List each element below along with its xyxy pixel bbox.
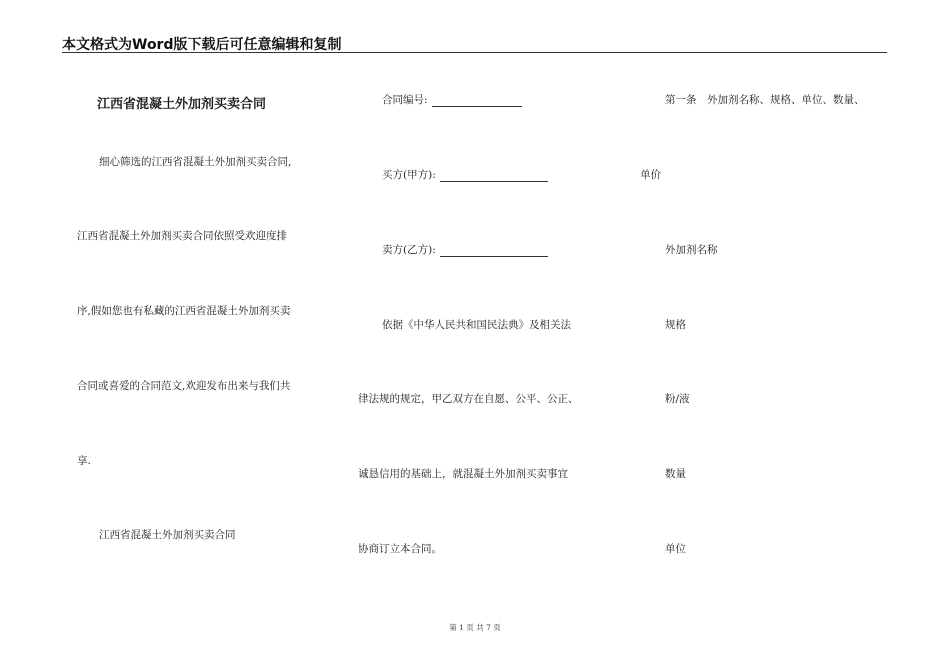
seller-label: 卖方(乙方): — [382, 244, 436, 256]
contract-title: 江西省混凝土外加剂买卖合同 — [97, 97, 267, 112]
section-title: 江西省混凝土外加剂买卖合同 — [99, 529, 236, 541]
intro-line-1: 细心筛选的江西省混凝土外加剂买卖合同, — [99, 156, 292, 168]
contract-number-field — [382, 93, 522, 107]
article-1-heading: 第一条 外加剂名称、规格、单位、数量、 — [665, 94, 865, 106]
unit-price-label: 单价 — [640, 169, 661, 181]
intro-line-4: 合同或喜爱的合同范文,欢迎发布出来与我们共 — [77, 380, 291, 392]
preamble-line-2: 律法规的规定，甲乙双方在自愿、公平、公正、 — [358, 393, 579, 405]
buyer-label: 买方(甲方): — [382, 169, 436, 181]
page-number: 第 1 页 共 7 页 — [449, 623, 501, 632]
contract-number-label: 合同编号: — [382, 94, 428, 106]
contract-number-blank — [432, 94, 522, 107]
document-header-title: 本文格式为Word版下载后可任意编辑和复制 — [62, 37, 342, 53]
header-divider — [62, 52, 887, 53]
seller-blank — [440, 244, 548, 257]
preamble-line-3: 诚恳信用的基础上，就混凝土外加剂买卖事宜 — [358, 468, 568, 480]
item-form-label: 粉/液 — [665, 393, 690, 405]
intro-line-3: 序,假如您也有私藏的江西省混凝土外加剂买卖 — [77, 305, 291, 317]
preamble-line-1: 依据《中华人民共和国民法典》及相关法 — [382, 319, 571, 331]
item-quantity-label: 数量 — [665, 468, 686, 480]
intro-line-2: 江西省混凝土外加剂买卖合同依照受欢迎度排 — [77, 230, 287, 242]
preamble-line-4: 协商订立本合同。 — [358, 543, 442, 555]
item-name-label: 外加剂名称 — [665, 244, 718, 256]
intro-line-5: 享. — [77, 455, 91, 467]
item-spec-label: 规格 — [665, 319, 686, 331]
buyer-field — [382, 168, 548, 182]
item-unit-label: 单位 — [665, 543, 686, 555]
buyer-blank — [440, 169, 548, 182]
seller-field — [382, 243, 548, 257]
